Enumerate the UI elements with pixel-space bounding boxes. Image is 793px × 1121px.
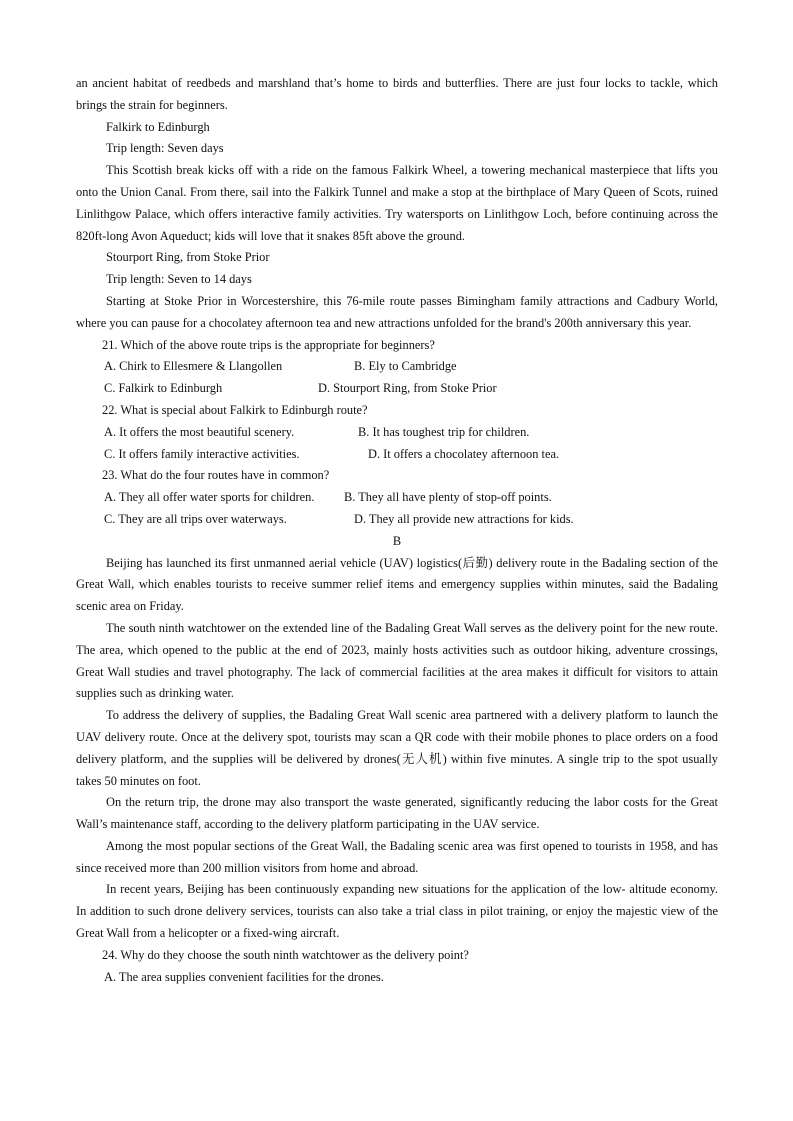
option-23-a: A. They all offer water sports for children. [104, 490, 315, 505]
option-22-c: C. It offers family interactive activities. [104, 446, 300, 461]
option-22-a: A. It offers the most beautiful scenery. [104, 424, 295, 439]
option-21-a: A. Chirk to Ellesmere & Llangollen [104, 359, 283, 374]
question-23-options-row2 [76, 509, 718, 531]
option-21-d: D. Stourport Ring, from Stoke Prior [318, 381, 497, 396]
route-description-stourport: Starting at Stoke Prior in Worcestershire, this 76-mile route passes Bimingham family attractions and Cadbury World, where you can pause for a chocolatey afternoon tea and new attractions unfolded for the brand's 200th anniversary this year. [76, 293, 718, 330]
option-22-d: D. It offers a chocolatey afternoon tea. [368, 446, 560, 461]
option-21-b: B. Ely to Cambridge [354, 359, 457, 374]
route-length-falkirk: Trip length: Seven days [106, 141, 224, 156]
passage-a-continuation: an ancient habitat of reedbeds and marshland that’s home to birds and butterflies. There are just four locks to tackle, which brings the strain for beginners. [76, 76, 718, 112]
route-name-stourport: Stourport Ring, from Stoke Prior [106, 250, 270, 265]
passage-b-paragraph: Beijing has launched its first unmanned aerial vehicle (UAV) logistics(后勤) delivery route in the Badaling section of the Great Wall, which enables tourists to receive summer relief items and emergency supplies within minutes, said the Badaling scenic area on Friday. [76, 555, 718, 614]
passage-b-paragraph: Among the most popular sections of the Great Wall, the Badaling scenic area was first opened to tourists in 1958, and has since received more than 200 million visitors from home and abroad. [76, 838, 718, 875]
document-content [76, 73, 718, 988]
passage-b-paragraph: In recent years, Beijing has been continuously expanding new situations for the application of the low- altitude economy. In addition to such drone delivery services, tourists can also take a trial class in pilot training, or enjoy the majestic view of the Great Wall from a helicopter or a fixed-wing aircraft. [76, 882, 718, 941]
question-21-stem: 21. Which of the above route trips is the appropriate for beginners? [102, 337, 435, 352]
passage-b-paragraph: The south ninth watchtower on the extended line of the Badaling Great Wall serves as the delivery point for the new route. The area, which opened to the public at the end of 2023, mainly hosts activities such as outdoor hiking, adventure crossings, Great Wall studies and travel photography. The lack of commercial facilities at the area makes it difficult for visitors to attain supplies such as drinking water. [76, 620, 718, 701]
route-description-falkirk: This Scottish break kicks off with a ride on the famous Falkirk Wheel, a towering mechanical masterpiece that lifts you onto the Union Canal. From there, sail into the Falkirk Tunnel and make a stop at the birthplace of Mary Queen of Scots, ruined Linlithgow Palace, which offers interactive family activities. Try watersports on Linlithgow Loch, before continuing across the 820ft-long Avon Aqueduct; kids will love that it snakes 85ft above the ground. [76, 163, 718, 243]
option-22-b: B. It has toughest trip for children. [358, 424, 530, 439]
passage-b-paragraph: To address the delivery of supplies, the Badaling Great Wall scenic area partnered with a delivery platform to launch the UAV delivery route. Once at the delivery spot, tourists may scan a QR code with their mobile phones to place orders on a food delivery platform, and the supplies will be delivered by drones(无人机) within five minutes. A single trip to the spot usually takes 50 minutes on foot. [76, 708, 718, 788]
question-21-options-row1 [76, 356, 718, 378]
option-21-c: C. Falkirk to Edinburgh [104, 381, 223, 396]
question-23-options-row1 [76, 487, 718, 509]
question-24-stem: 24. Why do they choose the south ninth watchtower as the delivery point? [102, 947, 469, 962]
route-name-falkirk: Falkirk to Edinburgh [106, 119, 210, 134]
option-23-d: D. They all provide new attractions for kids. [354, 511, 574, 526]
option-23-c: C. They are all trips over waterways. [104, 511, 287, 526]
section-b-heading: B [392, 533, 402, 548]
passage-b-paragraph: On the return trip, the drone may also transport the waste generated, significantly reducing the labor costs for the Great Wall’s maintenance staff, according to the delivery platform participating in the UAV service. [76, 795, 718, 832]
question-22-options-row2 [76, 444, 718, 466]
route-length-stourport: Trip length: Seven to 14 days [106, 272, 252, 287]
option-23-b: B. They all have plenty of stop-off points. [344, 490, 552, 505]
question-23-stem: 23. What do the four routes have in common? [102, 468, 330, 483]
option-24-a: A. The area supplies convenient facilities for the drones. [104, 969, 384, 984]
question-22-options-row1 [76, 422, 718, 444]
question-22-stem: 22. What is special about Falkirk to Edinburgh route? [102, 402, 368, 417]
question-21-options-row2 [76, 378, 718, 400]
